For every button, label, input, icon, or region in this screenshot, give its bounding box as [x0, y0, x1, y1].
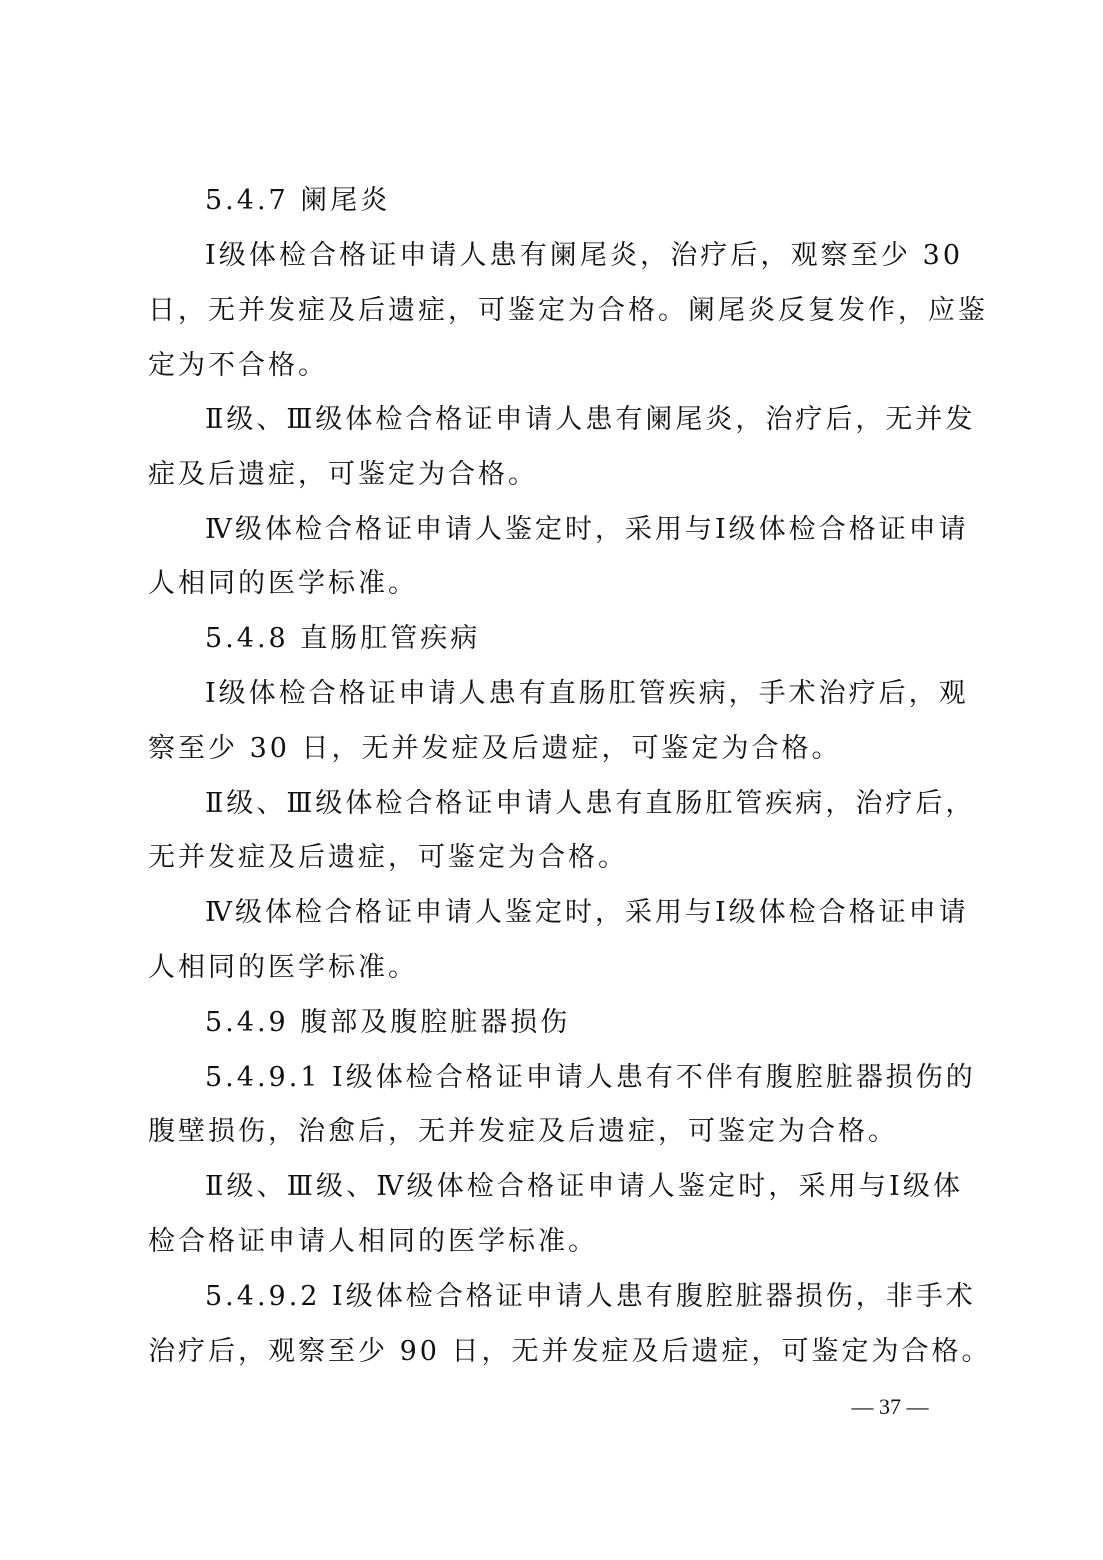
heading-5-4-8: 5.4.8 直肠肛管疾病 [205, 623, 481, 654]
heading-5-4-7: 5.4.7 阑尾炎 [205, 185, 391, 216]
paragraph-line: Ⅱ级、Ⅲ级体检合格证申请人患有阑尾炎，治疗后，无并发 [205, 404, 976, 435]
paragraph-line: Ⅱ级、Ⅲ级、Ⅳ级体检合格证申请人鉴定时，采用与Ⅰ级体 [205, 1171, 963, 1202]
paragraph-line: Ⅱ级、Ⅲ级体检合格证申请人患有直肠肛管疾病，治疗后， [205, 788, 976, 819]
paragraph-line: 人相同的医学标准。 [148, 568, 418, 599]
paragraph-line: Ⅰ级体检合格证申请人患有直肠肛管疾病，手术治疗后，观 [205, 678, 969, 709]
paragraph-line: 治疗后，观察至少 90 日，无并发症及后遗症，可鉴定为合格。 [148, 1336, 992, 1367]
paragraph-line: Ⅳ级体检合格证申请人鉴定时，采用与Ⅰ级体检合格证申请 [205, 514, 969, 545]
paragraph-line: 5.4.9.2 Ⅰ级体检合格证申请人患有腹腔脏器损伤，非手术 [205, 1281, 976, 1312]
paragraph-line: 定为不合格。 [148, 350, 328, 381]
paragraph-line: Ⅰ级体检合格证申请人患有阑尾炎，治疗后，观察至少 30 [205, 240, 963, 271]
paragraph-line: 察至少 30 日，无并发症及后遗症，可鉴定为合格。 [148, 733, 842, 764]
paragraph-line: 腹壁损伤，治愈后，无并发症及后遗症，可鉴定为合格。 [148, 1116, 898, 1147]
paragraph-line: 无并发症及后遗症，可鉴定为合格。 [148, 842, 628, 873]
paragraph-line: 人相同的医学标准。 [148, 952, 418, 983]
paragraph-line: 检合格证申请人相同的医学标准。 [148, 1226, 598, 1257]
page-number: — 37 — [851, 1394, 929, 1419]
paragraph-line: 症及后遗症，可鉴定为合格。 [148, 459, 538, 490]
heading-5-4-9: 5.4.9 腹部及腹腔脏器损伤 [205, 1007, 571, 1038]
paragraph-line: 日，无并发症及后遗症，可鉴定为合格。阑尾炎反复发作，应鉴 [148, 295, 988, 326]
paragraph-line: 5.4.9.1 Ⅰ级体检合格证申请人患有不伴有腹腔脏器损伤的 [205, 1062, 976, 1093]
paragraph-line: Ⅳ级体检合格证申请人鉴定时，采用与Ⅰ级体检合格证申请 [205, 897, 969, 928]
